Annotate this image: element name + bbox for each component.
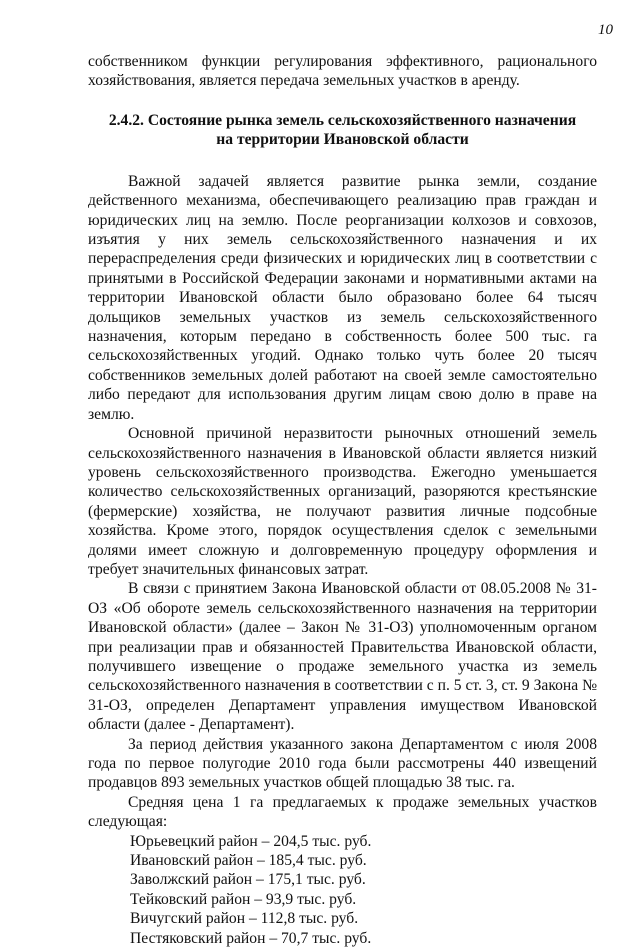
- list-item: Юрьевецкий район – 204,5 тыс. руб.: [130, 832, 372, 850]
- price-list: [88, 832, 597, 948]
- heading-line-2: на территории Ивановской области: [216, 131, 469, 149]
- paragraph-3: В связи с принятием Закона Ивановской области от 08.05.2008 № 31-ОЗ «Об обороте земель сельскохозяйственного назначения на территории Ивановской области» (далее – Закон № 31-ОЗ) уполномоченным органом при реализации прав и обязанностей Правительства Ивановской области, получившего извещение о продаже земельного участка из земель сельскохозяйственного назначения в соответствии с п. 5 ст. 3, ст. 9 Закона № 31-ОЗ, определен Департамент управления имуществом Ивановской области (далее - Департамент).: [88, 580, 597, 734]
- heading-line-1: 2.4.2. Состояние рынка земель сельскохозяйственного назначения: [108, 111, 577, 129]
- section-heading: [88, 111, 597, 150]
- document-body: [88, 52, 597, 948]
- paragraph-4: За период действия указанного закона Департаментом с июля 2008 года по первое полугодие 2010 года были рассмотрены 440 извещений продавцов 893 земельных участков общей площадью 38 тыс. га.: [88, 735, 597, 792]
- paragraph-1: Важной задачей является развитие рынка земли, создание действенного механизма, обеспечивающего реализацию прав граждан и юридических лиц на землю. После реорганизации колхозов и совхозов, изъятия у них земель сельскохозяйственного назначения и их перераспределения среди физических и юридических лиц в соответствии с принятыми в Российской Федерации законами и нормативными актами на территории Ивановской области было образовано более 64 тысяч дольщиков земельных участков из земель сельскохозяйственного назначения, которым передано в собственность более 500 тыс. га сельскохозяйственных угодий. Однако только чуть более 20 тысяч собственников земельных долей работают на своей земле самостоятельно либо передают для использования другим лицам свою долю в праве на землю.: [88, 172, 597, 423]
- list-item: Вичугский район – 112,8 тыс. руб.: [130, 910, 359, 928]
- paragraph-2: Основной причиной неразвитости рыночных отношений земель сельскохозяйственного назначения в Ивановской области является низкий уровень сельскохозяйственного производства. Ежегодно уменьшается количество сельскохозяйственных организаций, разоряются крестьянские (фермерские) хозяйства, не получают развития личные подсобные хозяйства. Кроме этого, порядок осуществления сделок с земельными долями имеет сложную и долговременную процедуру оформления и требует значительных финансовых затрат.: [88, 425, 597, 578]
- paragraph-5: Средняя цена 1 га предлагаемых к продаже земельных участков следующая:: [88, 793, 597, 831]
- intro-paragraph: собственником функции регулирования эффективного, рационального хозяйствования, является передача земельных участков в аренду.: [88, 53, 597, 90]
- page-number: 10: [598, 22, 613, 38]
- list-item: Пестяковский район – 70,7 тыс. руб.: [130, 929, 372, 947]
- list-item: Заволжский район – 175,1 тыс. руб.: [130, 871, 366, 889]
- list-item: Ивановский район – 185,4 тыс. руб.: [130, 852, 367, 870]
- list-item: Тейковский район – 93,9 тыс. руб.: [130, 890, 357, 908]
